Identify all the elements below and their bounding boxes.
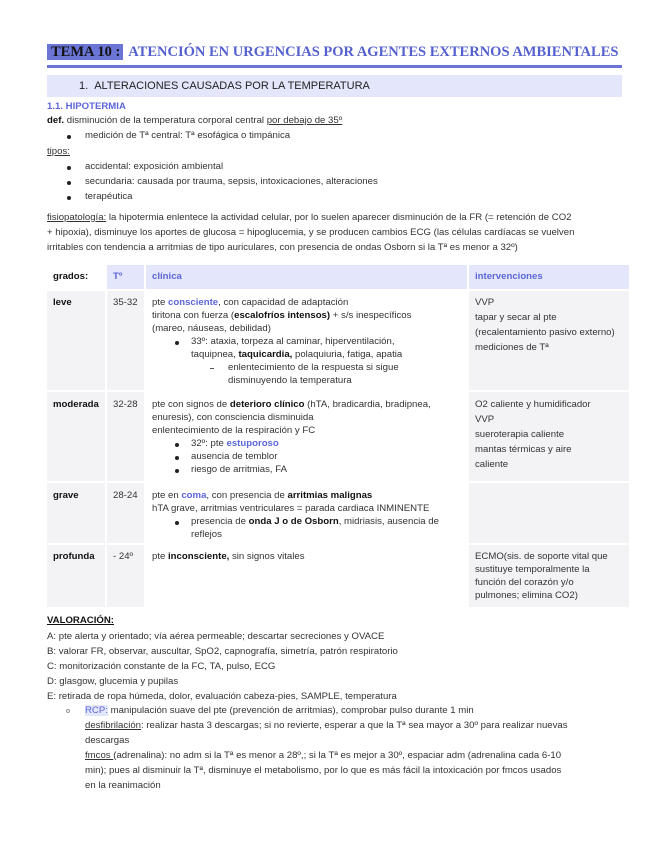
grades-table xyxy=(47,265,629,607)
physiopathology-line: irritables con tendencia a arritmias de tipo auriculares, con presencia de ondas Osborn si la Tª es menor a 32º) xyxy=(47,242,518,253)
rcp-line xyxy=(85,704,474,718)
physiopathology-line: + hipoxia), disminuye los aportes de glucosa = hipoglucemia, y se producen cambios ECG (las células cardíacas se vuelven xyxy=(47,227,575,238)
header-intervenciones: intervenciones xyxy=(475,271,543,282)
clinica-bullet: reflejos xyxy=(191,529,222,540)
clinica-line: hTA grave, arritmias ventriculares = parada cardiaca INMINENTE xyxy=(152,503,430,514)
intervention-item: mediciones de Tª xyxy=(475,342,549,353)
assessment-line-a: A: pte alerta y orientado; vía aérea permeable; descartar secreciones y OVACE xyxy=(47,631,385,642)
text-span: sin signos vitales xyxy=(229,551,305,562)
bullet-marker xyxy=(67,196,71,200)
intervention-item: O2 caliente y humidificador xyxy=(475,399,591,410)
intervention-item: función del corazón y/o xyxy=(475,577,574,588)
clinica-line xyxy=(152,296,348,310)
text-span: pte xyxy=(152,551,169,562)
defibrillation-line: descargas xyxy=(85,735,130,746)
text-span: presencia de xyxy=(191,516,249,527)
temp-moderada: 32-28 xyxy=(113,399,138,410)
bullet-marker xyxy=(175,456,179,460)
text-span: : realizar hasta 3 descargas; si no revierte, esperar a que la Tª sea mayor a 30º para realizar nuevas xyxy=(141,720,568,731)
rcp-label: RCP: xyxy=(85,705,108,716)
assessment-line-c: C: monitorización constante de la FC, TA, pulso, ECG xyxy=(47,661,276,672)
clinica-line xyxy=(152,309,411,323)
section-number: 1. xyxy=(79,80,89,92)
type-item: accidental: exposición ambiental xyxy=(85,161,224,172)
types-label: tipos: xyxy=(47,146,70,157)
grade-profunda: profunda xyxy=(53,551,95,562)
table-header-cell xyxy=(107,265,144,289)
intervention-item: VVP xyxy=(475,414,495,425)
intervention-item: (recalentamiento pasivo externo) xyxy=(475,327,615,338)
physiopathology-line xyxy=(47,211,572,225)
text-span: pte con signos de xyxy=(152,399,230,410)
drugs-label: fmcos xyxy=(85,750,114,761)
definition-text: disminución de la temperatura corporal central xyxy=(66,115,267,126)
definition-label: def. xyxy=(47,115,65,126)
bold-span: taquicardia, xyxy=(238,349,293,360)
type-item: secundaria: causada por trauma, sepsis, intoxicaciones, alteraciones xyxy=(85,176,378,187)
topic-title: ATENCIÓN EN URGENCIAS POR AGENTES EXTERNOS AMBIENTALES xyxy=(128,44,619,60)
bullet-marker xyxy=(67,166,71,170)
highlight-estuporoso: estuporoso xyxy=(226,438,279,449)
clinica-line: enlentecimiento de la respiración y FC xyxy=(152,425,316,436)
assessment-line-b: B: valorar FR, observar, auscultar, SpO2, capnografía, simetría, patrón respiratorio xyxy=(47,646,398,657)
text-span: (adrenalina): no adm si la Tª es menor a 28º,; si la Tª es mejor a 30º, espaciar adm (adrenalina cada 6-10 xyxy=(113,750,562,761)
text-span: pte xyxy=(152,297,169,308)
header-grados: grados: xyxy=(53,271,89,282)
table-header-cell xyxy=(469,265,629,289)
header-temperature: Tº xyxy=(113,271,123,282)
clinica-line: enuresis), con consciencia disminuida xyxy=(152,412,314,423)
text-span: , midriasis, ausencia de xyxy=(338,516,439,527)
drugs-line xyxy=(85,749,561,763)
clinica-line xyxy=(191,348,402,362)
text-span: (hTA, bradicardia, bradipnea, xyxy=(304,399,431,410)
row-divider xyxy=(47,481,629,483)
text-span: tiritona con fuerza ( xyxy=(152,310,235,321)
bullet-marker xyxy=(67,135,71,139)
clinica-line xyxy=(152,550,305,564)
assessment-line-e: E: retirada de ropa húmeda, dolor, evaluación cabeza-pies, SAMPLE, temperatura xyxy=(47,691,397,702)
bold-span: arritmias malignas xyxy=(287,490,373,501)
clinica-bullet xyxy=(191,515,439,529)
table-header-cell xyxy=(47,265,105,289)
header-clinica: clínica xyxy=(152,271,182,282)
intervention-item: sustituye temporalmente la xyxy=(475,564,590,575)
topic-tag: TEMA 10 : xyxy=(47,44,123,60)
bold-span: escalofríos intensos) xyxy=(234,310,331,321)
bold-span: onda J o de Osborn xyxy=(248,516,339,527)
grade-grave: grave xyxy=(53,490,79,501)
bullet-marker xyxy=(175,521,179,525)
bullet-marker xyxy=(175,443,179,447)
temp-leve: 35-32 xyxy=(113,297,138,308)
title-underline xyxy=(47,65,622,68)
bullet-marker xyxy=(67,181,71,185)
text-span: + s/s inespecíficos xyxy=(330,310,412,321)
text-span: manipulación suave del pte (prevención de arritmias), comprobar pulso durante 1 min xyxy=(107,705,474,716)
temp-grave: 28-24 xyxy=(113,490,138,501)
intervention-item: ECMO(sis. de soporte vital que xyxy=(475,551,608,562)
text-span: polaquiuria, fatiga, apatia xyxy=(292,349,403,360)
dash-marker xyxy=(210,368,214,369)
bold-span: deterioro clínico xyxy=(229,399,305,410)
physiopathology-label: fisiopatología: xyxy=(47,212,107,223)
grade-moderada: moderada xyxy=(53,399,99,410)
assessment-heading: VALORACIÓN: xyxy=(47,615,114,626)
drugs-line: min); pues al disminuir la Tª, disminuye el metabolismo, por lo que es más fácil la intoxicación por fmcos usados xyxy=(85,765,562,776)
intervention-item: sueroterapia caliente xyxy=(475,429,565,440)
definition-threshold: por debajo de 35º xyxy=(266,115,343,126)
section-title: ALTERACIONES CAUSADAS POR LA TEMPERATURA xyxy=(94,80,370,92)
definition-bullet: medición de Tª central: Tª esofágica o timpánica xyxy=(85,130,291,141)
clinica-line: (mareo, náuseas, debilidad) xyxy=(152,323,271,334)
hollow-bullet-marker xyxy=(66,709,70,713)
clinica-bullet: ausencia de temblor xyxy=(191,451,278,462)
clinica-bullet: riesgo de arritmias, FA xyxy=(191,464,287,475)
temp-profunda: - 24º xyxy=(113,551,134,562)
clinica-line xyxy=(152,489,372,503)
subsection-heading: 1.1. HIPOTERMIA xyxy=(47,101,126,112)
definition-line xyxy=(47,114,342,128)
page-title-block xyxy=(47,41,622,68)
bullet-marker xyxy=(175,469,179,473)
clinica-line xyxy=(152,398,431,412)
defibrillation-line xyxy=(85,719,568,733)
bold-span: inconsciente, xyxy=(168,551,230,562)
table-header-cell xyxy=(146,265,467,289)
section-heading xyxy=(47,75,622,97)
grade-leve: leve xyxy=(53,297,72,308)
row-divider xyxy=(47,390,629,392)
defibrillation-label: desfibrilación xyxy=(85,720,141,731)
drugs-line: en la reanimación xyxy=(85,780,161,791)
physiopathology-text: la hipotermia enlentece la actividad celular, por lo suelen aparecer disminución de la FR (= retención de CO2 xyxy=(106,212,572,223)
intervention-item: caliente xyxy=(475,459,509,470)
highlight-consciente: consciente xyxy=(168,297,219,308)
intervention-item: pulmones; elimina CO2) xyxy=(475,590,578,601)
intervention-item: tapar y secar al pte xyxy=(475,312,557,323)
highlight-coma: coma xyxy=(181,490,207,501)
text-span: 32º: pte xyxy=(191,438,227,449)
text-span: , con presencia de xyxy=(206,490,288,501)
row-divider xyxy=(47,543,629,545)
text-span: taquipnea, xyxy=(191,349,239,360)
assessment-line-d: D: glasgow, glucemia y pupilas xyxy=(47,676,179,687)
clinica-subbullet: disminuyendo la temperatura xyxy=(228,375,352,386)
intervention-item: mantas térmicas y aire xyxy=(475,444,572,455)
clinica-subbullet: enlentecimiento de la respuesta si sigue xyxy=(228,362,399,373)
clinica-bullet xyxy=(191,437,279,451)
bullet-marker xyxy=(175,341,179,345)
page-title xyxy=(47,41,622,63)
text-span: , con capacidad de adaptación xyxy=(218,297,349,308)
clinica-bullet: 33º: ataxia, torpeza al caminar, hiperventilación, xyxy=(191,336,395,347)
intervention-item: VVP xyxy=(475,297,495,308)
text-span: pte en xyxy=(152,490,182,501)
type-item: terapéutica xyxy=(85,191,133,202)
